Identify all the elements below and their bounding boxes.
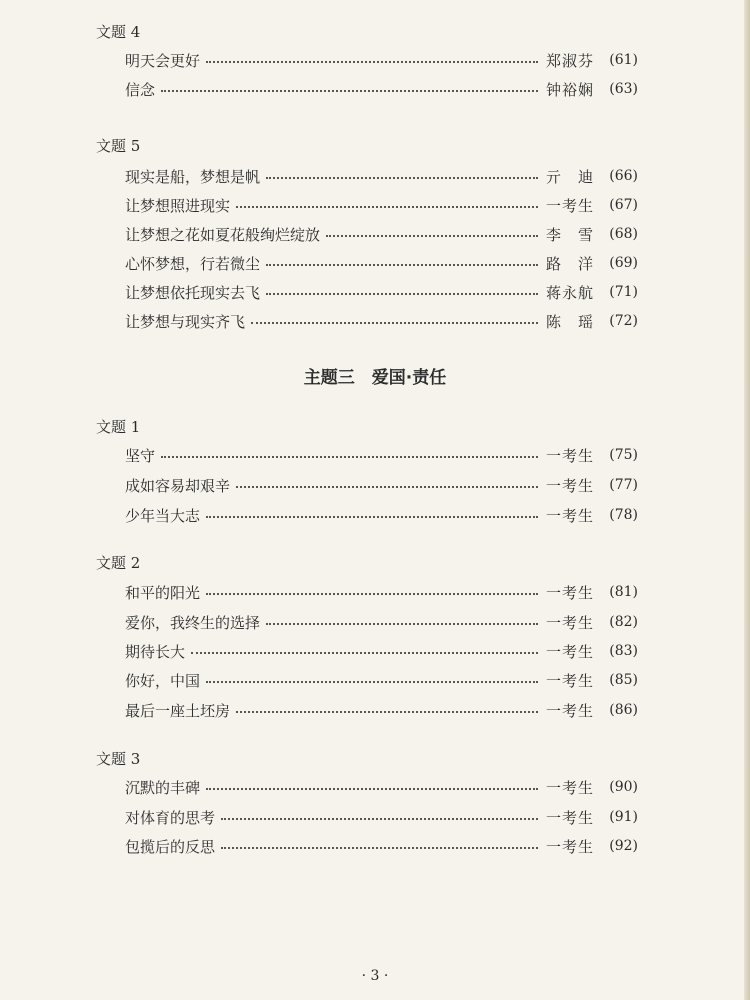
toc-entry[interactable] xyxy=(125,611,638,633)
entry-author: 一考生 xyxy=(545,642,594,661)
entry-page: (82) xyxy=(609,614,638,630)
entry-title: 坚守 xyxy=(125,446,156,465)
toc-entry[interactable] xyxy=(125,474,638,496)
entry-title: 沉默的丰碑 xyxy=(125,778,201,797)
group-heading: 文题 3 xyxy=(96,750,141,768)
entry-page: (86) xyxy=(609,702,638,718)
entry-author: 一考生 xyxy=(545,613,594,632)
entry-page: (71) xyxy=(609,284,638,300)
toc-entry[interactable] xyxy=(125,165,638,187)
entry-title: 期待长大 xyxy=(125,642,186,661)
entry-page: (66) xyxy=(609,168,638,184)
entry-page: (92) xyxy=(609,838,638,854)
entry-page: (63) xyxy=(609,81,638,97)
entry-title: 包揽后的反思 xyxy=(125,837,216,856)
entry-title: 对体育的思考 xyxy=(125,808,216,827)
entry-page: (81) xyxy=(609,584,638,600)
dot-leader xyxy=(236,711,538,713)
entry-author: 路 洋 xyxy=(545,254,594,273)
toc-entry[interactable] xyxy=(125,504,638,526)
entry-page: (69) xyxy=(609,255,638,271)
toc-entry[interactable] xyxy=(125,49,638,71)
entry-title: 最后一座土坯房 xyxy=(125,701,231,720)
entry-title: 爱你，我终生的选择 xyxy=(125,613,261,632)
entry-author: 陈 瑶 xyxy=(545,312,594,331)
entry-page: (90) xyxy=(609,779,638,795)
dot-leader xyxy=(266,177,538,179)
group-heading: 文题 2 xyxy=(96,554,141,572)
toc-entry[interactable] xyxy=(125,310,638,332)
entry-author: 一考生 xyxy=(545,701,594,720)
entry-title: 你好，中国 xyxy=(125,671,201,690)
dot-leader xyxy=(191,652,538,654)
toc-entry[interactable] xyxy=(125,699,638,721)
dot-leader xyxy=(221,847,538,849)
dot-leader xyxy=(206,61,538,63)
entry-title: 成如容易却艰辛 xyxy=(125,476,231,495)
entry-author: 一考生 xyxy=(545,446,594,465)
dot-leader xyxy=(206,593,538,595)
toc-entry[interactable] xyxy=(125,806,638,828)
entry-title: 让梦想依托现实去飞 xyxy=(125,283,261,302)
toc-entry[interactable] xyxy=(125,669,638,691)
dot-leader xyxy=(206,681,538,683)
entry-page: (72) xyxy=(609,313,638,329)
dot-leader xyxy=(161,90,538,92)
entry-author: 一考生 xyxy=(545,476,594,495)
entry-title: 让梦想照进现实 xyxy=(125,196,231,215)
group-heading: 文题 4 xyxy=(96,23,141,41)
entry-page: (91) xyxy=(609,809,638,825)
toc-entry[interactable] xyxy=(125,581,638,603)
entry-author: 一考生 xyxy=(545,506,594,525)
toc-entry[interactable] xyxy=(125,776,638,798)
dot-leader xyxy=(206,516,538,518)
entry-page: (67) xyxy=(609,197,638,213)
toc-entry[interactable] xyxy=(125,194,638,216)
page-number: · 3 · xyxy=(361,968,389,984)
entry-author: 一考生 xyxy=(545,808,594,827)
dot-leader xyxy=(266,264,538,266)
entry-author: 一考生 xyxy=(545,583,594,602)
entry-author: 郑淑芬 xyxy=(545,51,594,70)
group-heading: 文题 5 xyxy=(96,137,141,155)
entry-title: 让梦想与现实齐飞 xyxy=(125,312,246,331)
entry-page: (78) xyxy=(609,507,638,523)
dot-leader xyxy=(236,486,538,488)
entry-author: 亓 迪 xyxy=(545,167,594,186)
toc-entry[interactable] xyxy=(125,252,638,274)
entry-page: (68) xyxy=(609,226,638,242)
dot-leader xyxy=(251,322,538,324)
entry-author: 蒋永航 xyxy=(545,283,594,302)
dot-leader xyxy=(266,623,538,625)
entry-page: (85) xyxy=(609,672,638,688)
toc-entry[interactable] xyxy=(125,223,638,245)
section-title: 主题三 爱国·责任 xyxy=(303,368,447,388)
entry-title: 信念 xyxy=(125,80,156,99)
entry-title: 心怀梦想，行若微尘 xyxy=(125,254,261,273)
entry-page: (61) xyxy=(609,52,638,68)
entry-author: 一考生 xyxy=(545,196,594,215)
entry-page: (77) xyxy=(609,477,638,493)
dot-leader xyxy=(326,235,538,237)
entry-title: 现实是船，梦想是帆 xyxy=(125,167,261,186)
entry-author: 一考生 xyxy=(545,778,594,797)
toc-entry[interactable] xyxy=(125,835,638,857)
dot-leader xyxy=(161,456,538,458)
entry-title: 明天会更好 xyxy=(125,51,201,70)
entry-page: (75) xyxy=(609,447,638,463)
entry-author: 李 雪 xyxy=(545,225,594,244)
entry-title: 让梦想之花如夏花般绚烂绽放 xyxy=(125,225,321,244)
dot-leader xyxy=(236,206,538,208)
dot-leader xyxy=(221,818,538,820)
entry-title: 和平的阳光 xyxy=(125,583,201,602)
entry-author: 一考生 xyxy=(545,837,594,856)
toc-entry[interactable] xyxy=(125,444,638,466)
entry-author: 钟裕娴 xyxy=(545,80,594,99)
entry-author: 一考生 xyxy=(545,671,594,690)
toc-entry[interactable] xyxy=(125,640,638,662)
dot-leader xyxy=(266,293,538,295)
toc-entry[interactable] xyxy=(125,281,638,303)
entry-title: 少年当大志 xyxy=(125,506,201,525)
group-heading: 文题 1 xyxy=(96,418,141,436)
entry-page: (83) xyxy=(609,643,638,659)
dot-leader xyxy=(206,788,538,790)
page-edge xyxy=(744,0,750,1000)
toc-entry[interactable] xyxy=(125,78,638,100)
